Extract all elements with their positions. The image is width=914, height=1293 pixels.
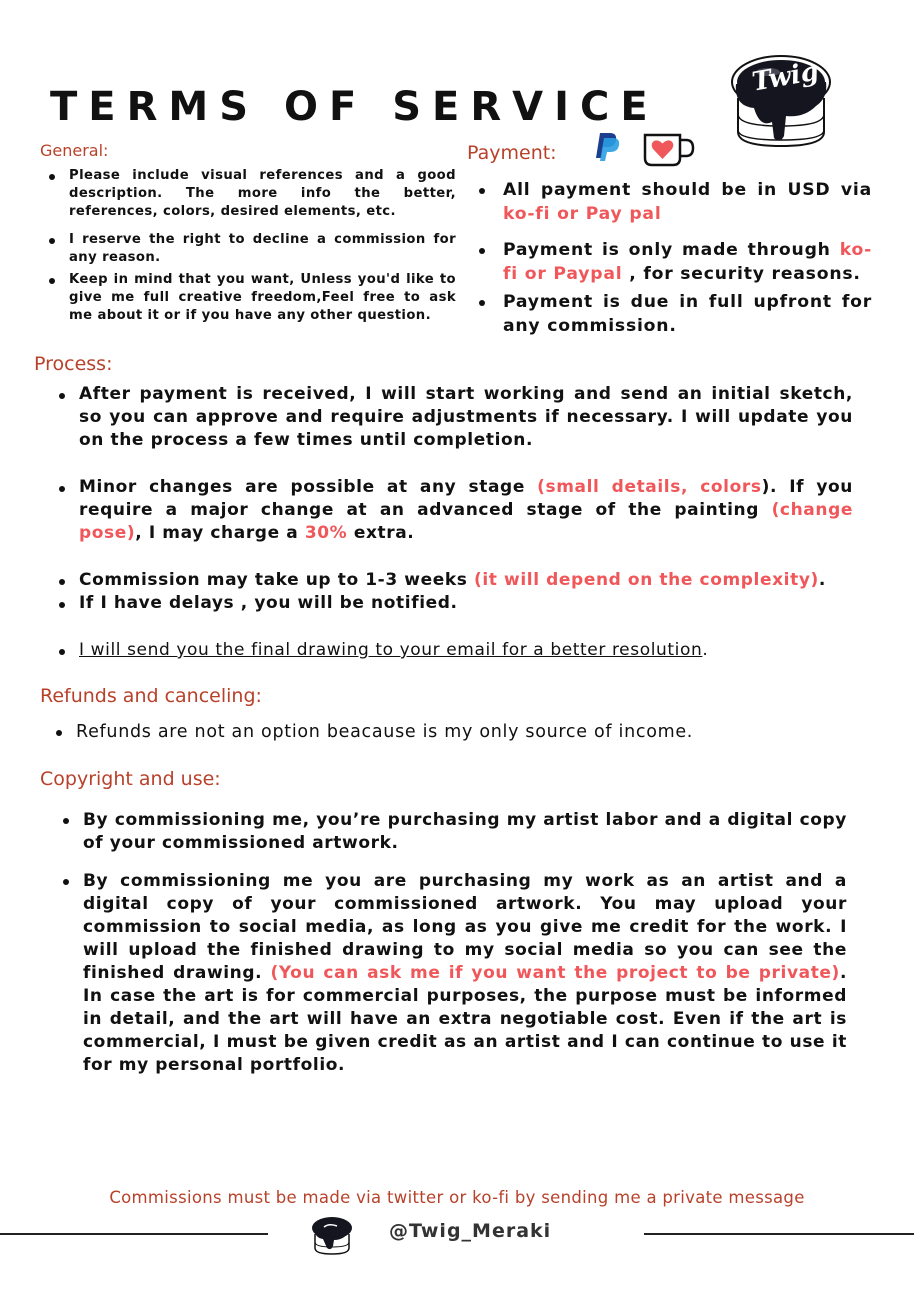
list-item: Keep in mind that you want, Unless you'd like to give me full creative freedom,Feel free to ask me about it or if you have any other question. (41, 271, 456, 325)
cake-logo-icon (724, 48, 838, 152)
process-text: extra. (347, 523, 415, 543)
copyright-highlight: (You can ask me if you want the project to be private) (270, 963, 840, 983)
list-item: I reserve the right to decline a commission for any reason. (41, 231, 456, 267)
process-heading: Process: (34, 353, 113, 375)
logo-text: Twig (749, 56, 822, 98)
general-heading: General: (40, 141, 109, 160)
process-text: , I may charge a (135, 523, 305, 543)
list-item: Payment is due in full upfront for any commission. (475, 290, 872, 338)
process-highlight: (small details, colors (537, 477, 762, 497)
payment-list (475, 178, 872, 350)
list-item (51, 476, 853, 545)
process-highlight: (change pose) (79, 500, 853, 543)
list-item: If I have delays , you will be notified. (51, 592, 853, 615)
footer-divider-left (0, 1233, 268, 1235)
list-item: By commissioning me, you’re purchasing my artist labor and a digital copy of your commissioned artwork. (55, 809, 847, 855)
list-item (55, 870, 847, 1077)
list-item (475, 178, 872, 226)
list-item: Refunds are not an option beacause is my only source of income. (48, 720, 868, 744)
list-item: After payment is received, I will start working and send an initial sketch, so you can approve and require adjustments if necessary. I will update you on the process a few times until completion. (51, 383, 853, 452)
refunds-list (48, 720, 868, 744)
copyright-list (55, 809, 847, 1092)
page-title: TERMS OF SERVICE (50, 84, 659, 130)
footer-divider-right (644, 1233, 914, 1235)
process-text: Minor changes are possible at any stage (79, 477, 538, 497)
process-text: I will send you the final drawing to your email for a better resolution (79, 640, 703, 660)
copyright-text: By commissioning me you are purchasing my work as an artist and a digital copy of your commissioned artwork. You may upload your commission to social media, as long as you give me credit for the work. I will upload the finished drawing to my social media so you can see the finished drawing. (83, 871, 847, 983)
list-item (51, 569, 853, 592)
payment-text: Payment is only made through (503, 240, 840, 260)
process-text: . (818, 570, 826, 590)
list-item (475, 238, 872, 286)
payment-text: , for security reasons. (622, 264, 861, 284)
paypal-icon (594, 131, 620, 161)
copyright-heading: Copyright and use: (40, 768, 221, 790)
payment-heading: Payment: (467, 142, 557, 164)
process-text: ). If you require a major change at an advanced stage of the painting (79, 477, 853, 520)
payment-text: All payment should be in USD via (503, 180, 872, 200)
process-text: Commission may take up to 1-3 weeks (79, 570, 474, 590)
payment-method: ko-fi or Pay pal (503, 204, 662, 224)
process-list (51, 383, 853, 662)
footer-cake-icon (309, 1214, 355, 1256)
copyright-text: . In case the art is for commercial purposes, the purpose must be informed in detail, and the art will have an extra negotiable cost. Even if the art is commercial, I must be given credit as an artist and I can continue to use it for my personal portfolio. (83, 963, 847, 1075)
social-handle[interactable]: @Twig_Meraki (389, 1220, 552, 1242)
general-list (41, 167, 456, 335)
footer-note: Commissions must be made via twitter or ko-fi by sending me a private message (109, 1188, 805, 1207)
refunds-heading: Refunds and canceling: (40, 685, 262, 707)
process-highlight: (it will depend on the complexity) (474, 570, 819, 590)
list-item: Please include visual references and a good description. The more info the better, references, colors, desired elements, etc. (41, 167, 456, 221)
kofi-cup-icon (642, 132, 696, 168)
process-text: . (702, 640, 709, 660)
list-item (51, 639, 853, 662)
process-highlight: 30% (304, 523, 348, 543)
payment-method: ko-fi or Paypal (503, 240, 872, 284)
